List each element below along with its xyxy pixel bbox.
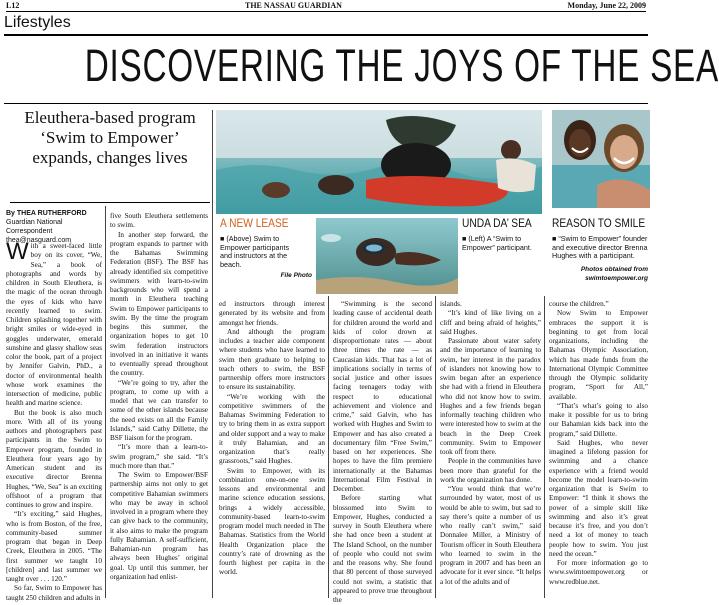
paragraph: So far, Swim to Empower has taught 250 children and adults in (6, 584, 102, 602)
paragraph: “We’re working with the competitive swimmers of the Bahamas Swimming Federation to try to bring them in as extra support and older support and a way to make it truly Bahamian, and an organization that’s really grassroots,” said Hughes. (219, 392, 325, 466)
right-photo-label: REASON TO SMILE (552, 216, 646, 230)
byline-email: thea@nasguard.com (6, 237, 72, 244)
paragraph: “It’s exciting,” said Hughes, who is from Boston, of the free, community-based summer program that began in Deep Creek, Eleuthera in 2005. “The first summer we taught 10 [children] and last summer we taught over . . . 120.” (6, 510, 102, 583)
paragraph: “It’s more than a learn-to-swim program,” she said. “It’s much more than that.” (110, 443, 208, 470)
section-rule (4, 34, 648, 36)
column-divider (105, 206, 106, 598)
main-photo-credit: File Photo (280, 272, 312, 279)
paragraph: “We’re going to try, after the program, to come up with a model that we can transfer to some of the other islands because the need exists on all the Family Islands,” said Cathy Dillette, the BSF liaison for the program. (110, 378, 208, 442)
masthead-bar (6, 0, 646, 12)
section-name: Lifestyles (4, 14, 71, 31)
byline-role: Guardian National Correspondent (6, 219, 63, 235)
main-photo-caption: ■ (Above) Swim to Empower participants and instructors at the beach. (220, 234, 290, 269)
paragraph: And although the program includes a teacher aide component where students who have learned to swim then graduate to helping to teach others to swim, the BSF partnership offers more instructors to ensure its sustainability. (219, 327, 325, 392)
column-divider (212, 110, 213, 598)
paragraph: For more information go to www.swimtoempower.org or www.redblue.net. (549, 559, 648, 586)
main-photo-label: A NEW LEASE (220, 216, 289, 230)
right-photo-credit-2: swimtoempower.org (585, 275, 648, 282)
article-column-2 (110, 212, 208, 598)
right-photo-credit-1: Photos obtained from (580, 266, 648, 273)
byline-name: By THEA RUTHERFORD (6, 210, 87, 217)
paragraph: The Swim to Empower/BSF partnership aims not only to get competitive Bahamian swimmers who may be away in school involved in a program where they can give back to the community, it also aims to make the program fully Bahamian. A self-sufficient, Bahamian-run program has always been Hughes’ original goal. Up until this summer, her organization had enlist- (110, 471, 208, 581)
headline-rule (4, 103, 648, 104)
paragraph: “That’s what’s going to also make it possible for us to bring our Bahamian kids back into the program,” said Dillette. (549, 401, 648, 438)
right-photo-caption: ■ “Swim to Empower” founder and executive director Brenna Hughes with a participant. (552, 234, 648, 260)
paragraph: People in the communities have been more than grateful for the work the organization has done. (440, 457, 541, 484)
paragraph: five South Eleuthera settlements to swim. (110, 212, 208, 230)
column-divider (544, 296, 545, 598)
main-photo (216, 110, 542, 214)
column-divider (328, 296, 329, 598)
underwater-photo (316, 218, 458, 294)
issue-date: Monday, June 22, 2009 (567, 1, 646, 10)
paragraph: Said Hughes, who never imagined a lifelong passion for swimming and a chance experience with a friend would become the model learn-to-swim organization that is Swim to Empower: “I think it shows the power of a simple skill like swimming and also it’s great because it’s free, and you don’t need a lot of money to teach people how to swim. You just need the ocean.” (549, 438, 648, 558)
paragraph: Swim to Empower, with its combination one-on-one swim lessons and environmental and marine science education sessions, brings a widely accessible, community-based learn-to-swim program model much needed in The Bahamas. Statistics from the World Health Organization place the country’s rate of drowning as the fourth highest per capita in the world. (219, 466, 325, 577)
drop-cap: W (6, 238, 29, 265)
paragraph: “It’s kind of like living on a cliff and being afraid of heights,” said Hughes. (440, 309, 541, 336)
paragraph: Before starting what blossomed into Swim to Empower, Hughes, conducted a survey in South Eleuthera where she had once been a student at The Island School, on the number of people who could not swim and the reasons why. She found that 80 percent of those surveyed could not swim, a statistic that appeared to prove true throughout the (333, 494, 432, 604)
paragraph: islands. (440, 300, 462, 308)
newspaper-name: THE NASSAU GUARDIAN (244, 1, 342, 10)
paragraph: Now Swim to Empower embraces the support it is beginning to get from local organizations, including the Bahamas Olympic Association, which has made funds from the International Olympic Committee through the Olympic solidarity program, “Sport for All,” available. (549, 309, 648, 401)
main-photo-image (216, 110, 542, 214)
paragraph: But the book is also much more. With all of its young authors and photographers past participants in the Swim to Empower program, founded in Eleuthera four years ago by American student and its executive director Brenna Hughes, “We, Sea” is an exciting offshoot of a program that continues to grow and inspire. (6, 408, 102, 509)
underwater-photo-caption: ■ (Left) A “Swim to Empower” participant. (462, 234, 532, 252)
subheadline: Eleuthera-based program ‘Swim to Empower’ expands, changes lives (24, 108, 196, 167)
article-column-3 (219, 300, 325, 598)
underwater-photo-image (316, 218, 458, 294)
deck-rule (10, 202, 210, 203)
paragraph: In another step forward, the program expands to partner with the Bahamas Swimming Federation (BSF). The BSF has already identified six competitive swimmers with learn-to-swim backgrounds who will spend a month in Eleuthera teaching Swim to Empower participants to swim. By the time the program begins this summer, the organization hopes to get 10 swim federation instructors involved in an initiative it wants to eventually spread throughout the country. (110, 230, 208, 378)
paragraph: ith a sweet-faced little boy on its cover, “We, Sea,” a book of photographs and words by children in South Eleuthera, is the magic of the ocean through the eyes of kids who have recently learned to swim. Children splashing together with bright smiles or wide-eyed in goggles underwater, emerald sunshine and glassy shallow seas color the book, part of a project by Jennifer Galvin, PhD., a doctor of environmental health whose work examines the intersection of medicine, public health and marine science. (6, 242, 102, 408)
paragraph: course the children.” (549, 300, 609, 308)
page-title: DISCOVERING THE JOYS OF THE SEA (84, 40, 719, 91)
right-photo (552, 110, 650, 208)
article-column-6 (549, 300, 648, 598)
column-divider (435, 296, 436, 598)
paragraph: “You would think that we’re surrounded by water, most of us would be able to swim, but sad to say there’s quite a number of us who really can’t swim,” said Donnalee Miller, a Ministry of Tourism officer in South Eleuthera who learned to swim in the program in 2007 and has been an advocate for it ever since. “It helps a lot of the adults and of (440, 485, 541, 586)
article-column-4 (333, 300, 432, 604)
article-column-5 (440, 300, 541, 598)
paragraph: ed instructors through interest generated by its website and from amongst her friends. (219, 300, 325, 327)
paragraph: “Swimming is the second leading cause of accidental death for children around the world and kids of color drown at disproportionate rates — about three times the rate — as Caucasian kids. That has a lot of implications socially in terms of social justice and other issues facing teenagers today with respect to educational achievement and violence and crime,” said Galvin, who has worked with Hughes and Swim to Empower and has also created a documentary film “Free Swim,” based on her experiences. She hopes to have the film premiere internationally at the Bahamas International Film Festival in December. (333, 300, 432, 493)
right-photo-image (552, 110, 650, 208)
paragraph: Passionate about water safety and the importance of learning to swim, her interest in the paradox of islanders not knowing how to swim began after an experience she had with a friend in Eleuthera who did not know how to swim. Hughes and a few friends began informally teaching children who were interested how to swim at the beach in the Deep Creek community. Swim to Empower took off from there. (440, 337, 541, 456)
page-number: L12 (6, 1, 20, 10)
underwater-photo-label: UNDA DA’ SEA (462, 216, 532, 230)
